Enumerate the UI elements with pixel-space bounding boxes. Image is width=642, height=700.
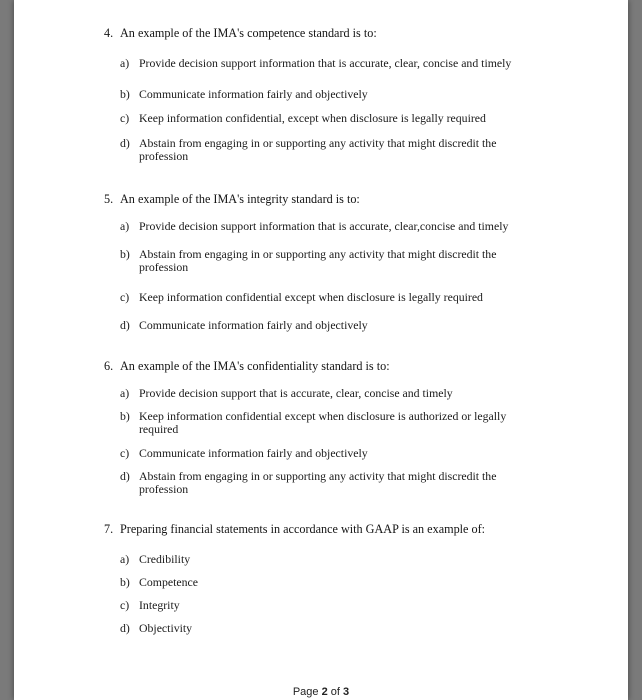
question-5-option-c: c) Keep information confidential except when disclosure is legally required xyxy=(120,290,483,304)
question-7-option-c: c) Integrity xyxy=(120,598,180,612)
question-7-prompt: 7. Preparing financial statements in accordance with GAAP is an example of: xyxy=(104,522,486,536)
question-4-prompt: 4. An example of the IMA's competence standard is to: xyxy=(104,26,377,40)
page-number-footer: Page 2 of 3 xyxy=(292,686,350,698)
question-6-option-a: a) Provide decision support that is accurate, clear, concise and timely xyxy=(120,386,453,400)
question-4-option-b: b) Communicate information fairly and objectively xyxy=(120,87,368,101)
question-4-option-a: a) Provide decision support information that is accurate, clear, concise and timely xyxy=(120,56,512,70)
question-5-option-b: b) Abstain from engaging in or supporting any activity that might discredit the profession xyxy=(120,247,497,274)
question-7-option-b: b) Competence xyxy=(120,575,198,589)
question-6-prompt: 6. An example of the IMA's confidentiality standard is to: xyxy=(104,359,390,373)
question-5-option-d: d) Communicate information fairly and objectively xyxy=(120,318,368,332)
question-5-option-a: a) Provide decision support information that is accurate, clear,concise and timely xyxy=(120,219,509,233)
question-6-option-d: d) Abstain from engaging in or supporting any activity that might discredit the profession xyxy=(120,469,497,496)
question-6-option-b: b) Keep information confidential except when disclosure is authorized or legally required xyxy=(120,409,507,436)
question-7-option-a: a) Credibility xyxy=(120,552,191,566)
question-6-option-c: c) Communicate information fairly and objectively xyxy=(120,446,368,460)
document-page xyxy=(14,0,628,700)
question-4-option-c: c) Keep information confidential, except when disclosure is legally required xyxy=(120,111,486,125)
question-4-option-d: d) Abstain from engaging in or supporting any activity that might discredit the profession xyxy=(120,136,497,163)
question-5-prompt: 5. An example of the IMA's integrity standard is to: xyxy=(104,192,360,206)
question-7-option-d: d) Objectivity xyxy=(120,621,193,635)
